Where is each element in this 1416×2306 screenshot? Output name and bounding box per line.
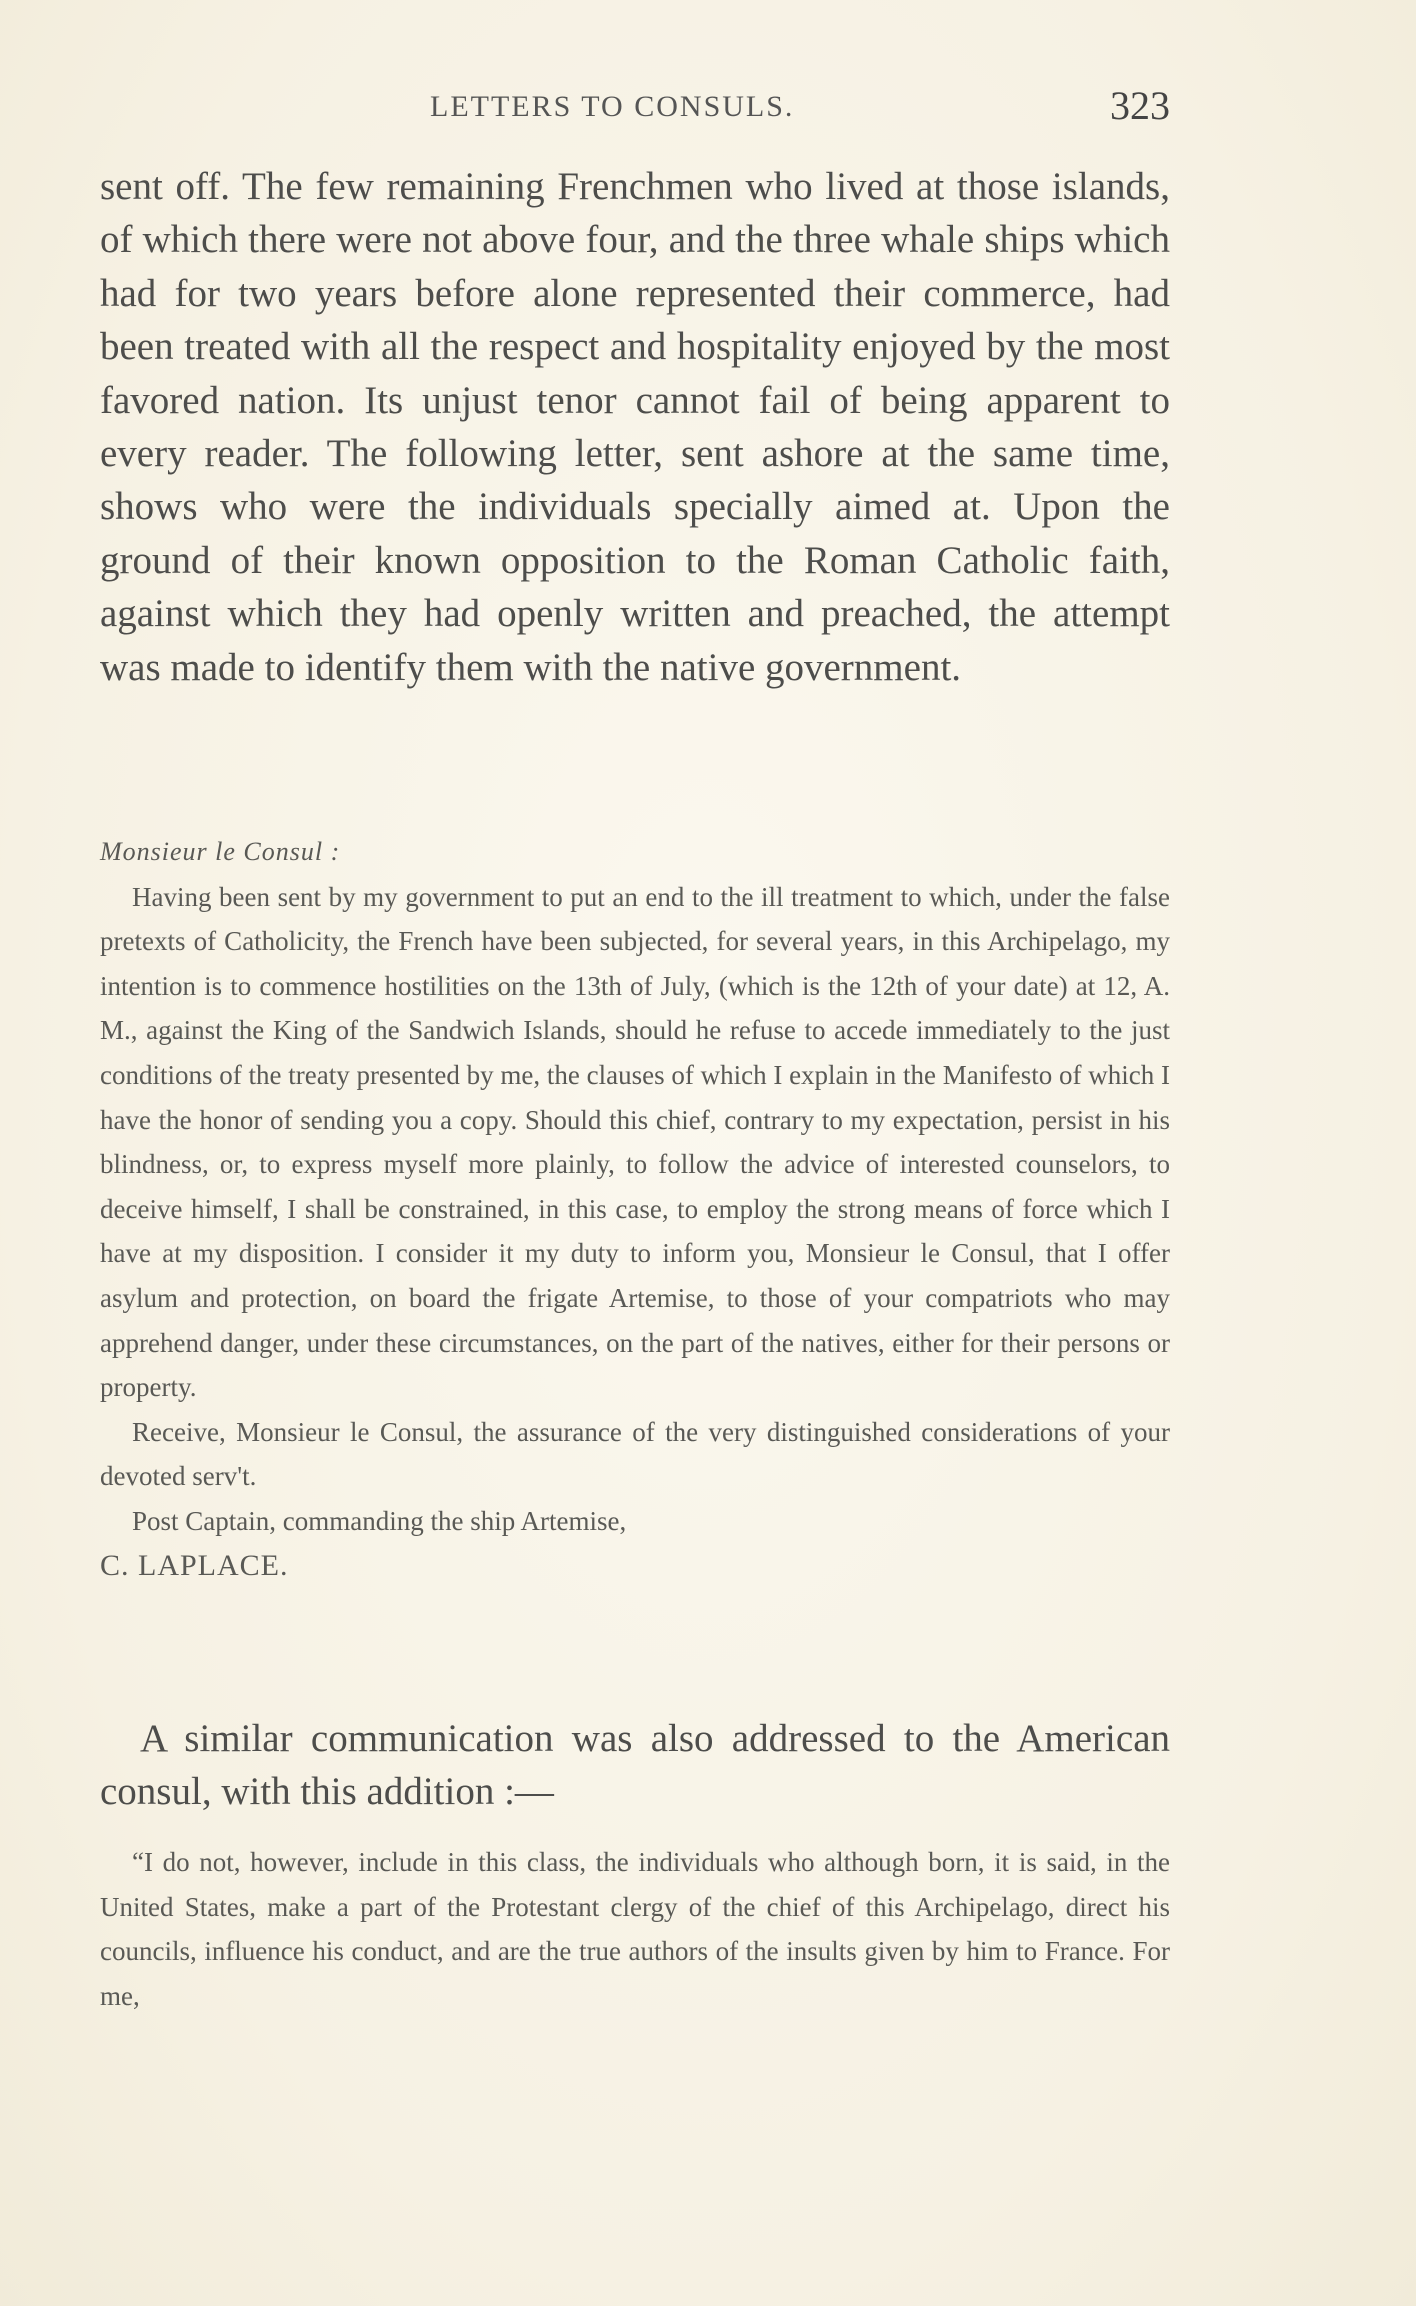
letter-salutation: Monsieur le Consul : — [100, 837, 341, 866]
quoted-addition: “I do not, however, include in this class, the individuals who although born, it is said, in the United States, make a part of the Protestant clergy of the chief of this Archipelago, direct his councils, influence his conduct, and are the true authors of the insults given by him to France. For me, — [100, 1847, 1170, 2011]
page-number: 323 — [1110, 83, 1170, 128]
page-header — [100, 82, 1170, 132]
continuation-paragraph: A similar communication was also addressed to the American consul, with this addition :— — [100, 1717, 1170, 1814]
running-head: LETTERS TO CONSULS. — [430, 90, 795, 123]
body-paragraph: sent off. The few remaining Frenchmen who lived at those islands, of which there were not above four, and the three whale ships which had for two years before alone represented their commerce, had been treated with all the respect and hospitality enjoyed by the most favored nation. Its unjust tenor cannot fail of being apparent to every reader. The following letter, sent ashore at the same time, shows who were the individuals specially aimed at. Upon the ground of their known opposition to the Roman Catholic faith, against which they had openly written and preached, the attempt was made to identify them with the native government. — [100, 165, 1170, 689]
letter-paragraph-1: Having been sent by my government to put an end to the ill treatment to which, under the false pretexts of Catholicity, the French have been subjected, for several years, in this Archipelago, my intention is to commence hostilities on the 13th of July, (which is the 12th of your date) at 12, A. M., against the King of the Sandwich Islands, should he refuse to accede immediately to the just conditions of the treaty presented by me, the clauses of which I explain in the Manifesto of which I have the honor of sending you a copy. Should this chief, contrary to my expectation, persist in his blindness, or, to express myself more plainly, to follow the advice of interested counselors, to deceive himself, I shall be constrained, in this case, to employ the strong means of force which I have at my disposition. I consider it my duty to inform you, Monsieur le Consul, that I offer asylum and protection, on board the frigate Artemise, to those of your compatriots who may apprehend danger, under these circumstances, on the part of the natives, either for their persons or property. — [100, 881, 1170, 1403]
letter-signature: C. LAPLACE. — [100, 1548, 289, 1582]
letter-closing: Post Captain, commanding the ship Artemise, — [132, 1505, 627, 1536]
letter-paragraph-2: Receive, Monsieur le Consul, the assurance of the very distinguished considerations of your devoted serv't. — [100, 1416, 1170, 1492]
consul-letter — [100, 830, 1170, 1588]
